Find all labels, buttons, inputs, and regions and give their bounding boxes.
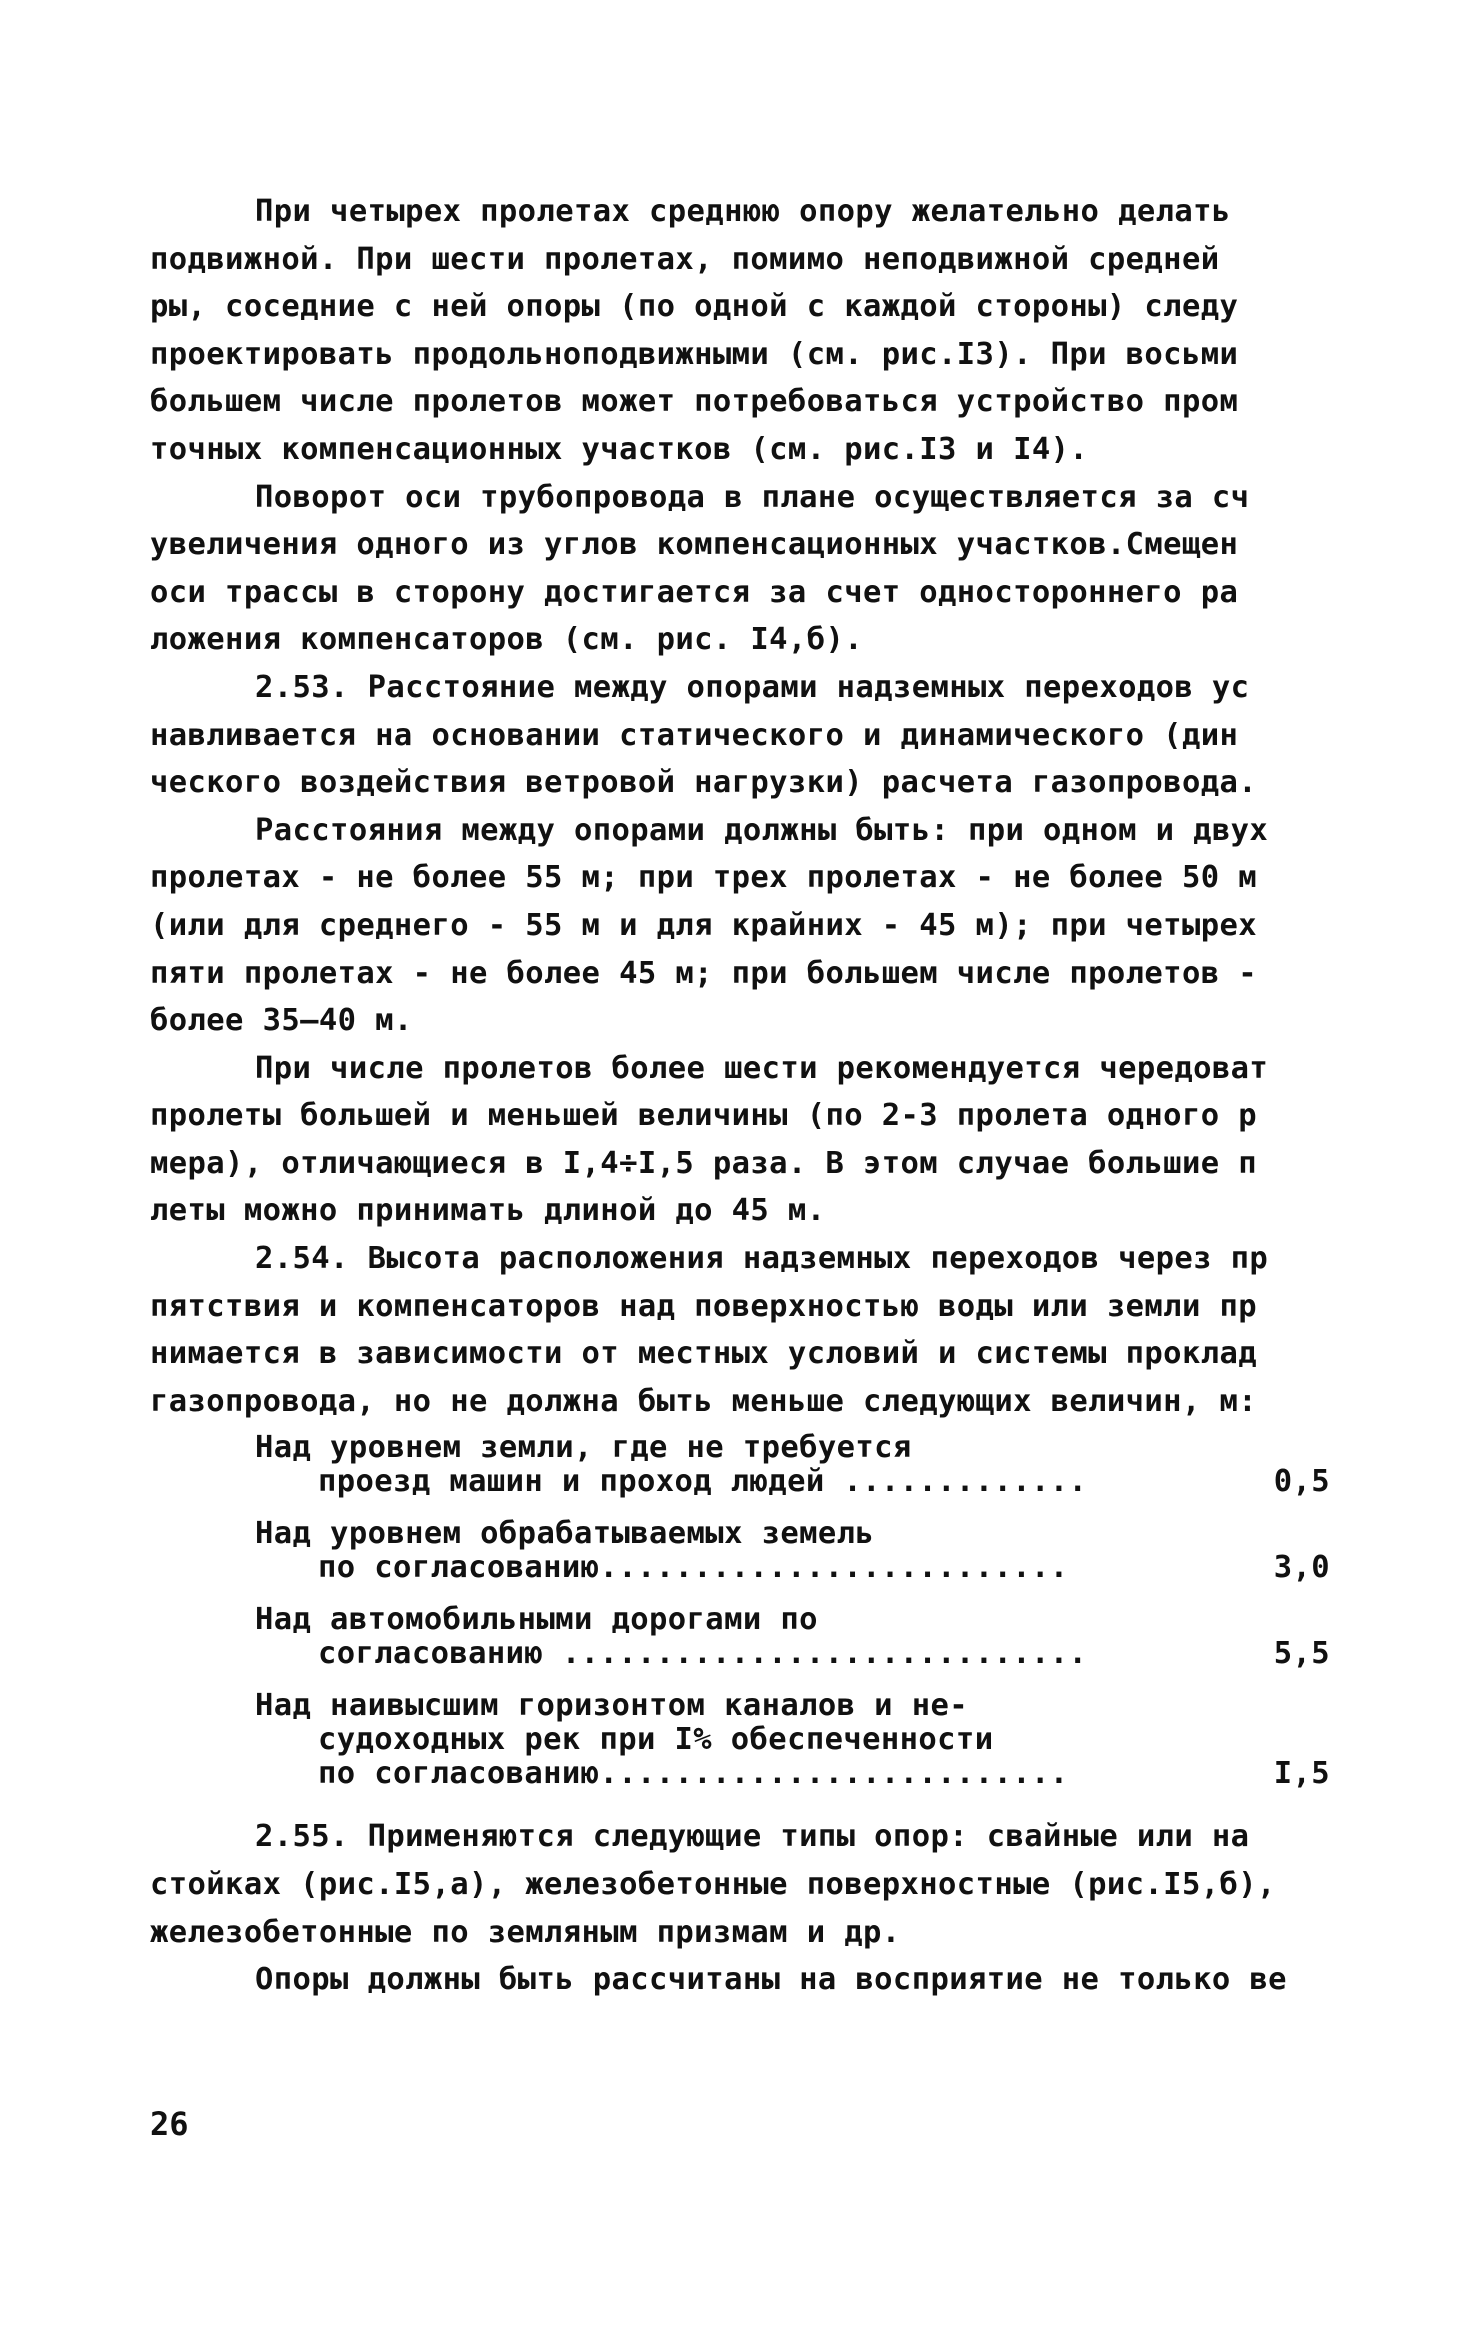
- text-line: 2.54. Высота расположения надземных переходов через пр: [255, 1241, 1269, 1277]
- table-row-label: Над уровнем обрабатываемых земель: [255, 1517, 875, 1552]
- text-line: оси трассы в сторону достигается за счет одностороннего ра: [150, 574, 1239, 610]
- text-line: ложения компенсаторов (см. рис. I4,б).: [150, 622, 863, 658]
- page-number: 26: [150, 2105, 189, 2143]
- text-line: пятствия и компенсаторов над поверхностью воды или земли пр: [150, 1288, 1257, 1324]
- text-line: пяти пролетах - не более 45 м; при большем числе пролетов -: [150, 955, 1257, 991]
- text-line: При числе пролетов более шести рекомендуется чередоват: [255, 1050, 1269, 1086]
- table-row-label: Над наивысшим горизонтом каналов и не-: [255, 1689, 968, 1724]
- text-line: нимается в зависимости от местных условий и системы проклад: [150, 1336, 1257, 1372]
- text-line: ры, соседние с ней опоры (по одной с каждой стороны) следу: [150, 289, 1239, 325]
- table-row: [150, 1431, 1340, 1499]
- text-line: точных компенсационных участков (см. рис.I3 и I4).: [150, 431, 1089, 467]
- text-line: При четырех пролетах среднюю опору желательно делать: [255, 194, 1231, 229]
- text-line: пролетах - не более 55 м; при трех пролетах - не более 50 м: [150, 860, 1257, 896]
- text-line: ческого воздействия ветровой нагрузки) расчета газопровода.: [150, 765, 1257, 801]
- text-line: проектировать продольноподвижными (см. рис.I3). При восьми: [150, 336, 1239, 372]
- text-line: 2.55. Применяются следующие типы опор: свайные или на: [255, 1819, 1250, 1855]
- text-line: мера), отличающиеся в I,4÷I,5 раза. В этом случае большие п: [150, 1145, 1257, 1181]
- text-line: подвижной. При шести пролетах, помимо неподвижной средней: [150, 241, 1220, 277]
- document-body: [150, 188, 1340, 2004]
- table-row-value: 5,5: [1273, 1636, 1330, 1672]
- text-line: (или для среднего - 55 м и для крайних - 45 м); при четырех: [150, 907, 1257, 943]
- text-line: железобетонные по земляным призмам и др.: [150, 1914, 901, 1950]
- text-line: пролеты большей и меньшей величины (по 2-3 пролета одного р: [150, 1098, 1257, 1134]
- text-line: более 35–40 м.: [150, 1003, 413, 1039]
- table-row-label: согласованию ............................: [318, 1637, 1088, 1672]
- text-line: стойках (рис.I5,а), железобетонные поверхностные (рис.I5,б),: [150, 1867, 1276, 1903]
- table-row-value: I,5: [1273, 1756, 1330, 1792]
- text-line: Расстояния между опорами должны быть: при одном и двух: [255, 812, 1269, 848]
- text-line: навливается на основании статического и динамического (дин: [150, 717, 1239, 753]
- text-line: большем числе пролетов может потребоваться устройство пром: [150, 384, 1239, 420]
- table-row-value: 0,5: [1273, 1464, 1330, 1500]
- text-line: 2.53. Расстояние между опорами надземных переходов ус: [255, 669, 1250, 705]
- body-text-top: [150, 188, 1340, 1425]
- text-line: Поворот оси трубопровода в плане осуществляется за сч: [255, 479, 1250, 515]
- table-row-value: 3,0: [1273, 1550, 1330, 1586]
- table-row-label: проезд машин и проход людей .............: [318, 1465, 1088, 1500]
- text-line: Опоры должны быть рассчитаны на восприятие не только ве: [255, 1962, 1287, 1998]
- text-line: увеличения одного из углов компенсационных участков.Смещен: [150, 527, 1239, 563]
- table-row-label: по согласованию.........................: [318, 1551, 1069, 1586]
- heights-table: [150, 1431, 1340, 1791]
- table-row-label: Над уровнем земли, где не требуется: [255, 1431, 912, 1466]
- table-row: [150, 1517, 1340, 1585]
- body-text-bottom: [150, 1813, 1340, 2003]
- table-row-label: Над автомобильными дорогами по: [255, 1603, 818, 1638]
- table-row: [150, 1603, 1340, 1671]
- table-row-label: судоходных рек при I% обеспеченности: [318, 1723, 994, 1758]
- text-line: леты можно принимать длиной до 45 м.: [150, 1193, 826, 1229]
- text-line: газопровода, но не должна быть меньше следующих величин, м:: [150, 1383, 1257, 1419]
- table-row: [150, 1689, 1340, 1791]
- table-row-label: по согласованию.........................: [318, 1757, 1069, 1792]
